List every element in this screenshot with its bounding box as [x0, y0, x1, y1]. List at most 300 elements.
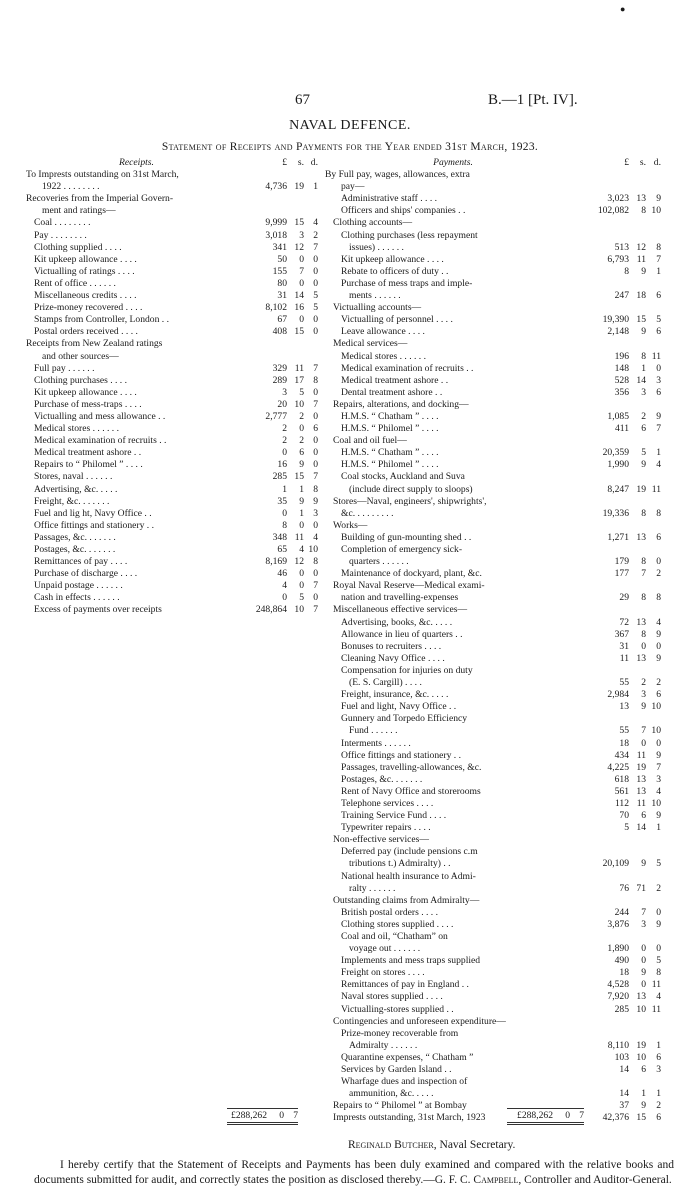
row-pounds: 18 — [619, 737, 629, 749]
ledger-row — [26, 580, 318, 592]
ledger-row — [325, 725, 661, 737]
row-shillings: 13 — [636, 785, 646, 797]
row-shillings: 9 — [641, 459, 646, 471]
row-pounds: 177 — [614, 568, 629, 580]
row-pence: 8 — [656, 507, 661, 519]
row-shillings: 0 — [641, 640, 646, 652]
ledger-row — [325, 1076, 661, 1088]
row-pence — [646, 520, 661, 532]
row-description: 1922 . . . . . . . . — [42, 181, 100, 193]
row-pounds — [581, 834, 629, 846]
row-pence: 0 — [313, 386, 318, 398]
row-shillings: 14 — [636, 822, 646, 834]
row-description: Prize-money recoverable from — [341, 1027, 459, 1039]
row-pence: 6 — [656, 1112, 661, 1124]
row-shillings: 0 — [299, 314, 304, 326]
row-pence — [646, 471, 661, 483]
row-shillings: 9 — [641, 967, 646, 979]
row-description: Stores—Naval, engineers', shipwrights', — [333, 495, 487, 507]
row-pounds: 2,984 — [607, 689, 629, 701]
row-pounds: 8,247 — [607, 483, 629, 495]
row-pence — [646, 846, 661, 858]
row-description: Outstanding claims from Admiralty— — [333, 894, 480, 906]
row-shillings — [629, 181, 646, 193]
row-pence: 0 — [313, 519, 318, 531]
row-pounds: 356 — [614, 386, 629, 398]
row-pounds: 1,271 — [607, 531, 629, 543]
row-description: Medical stores . . . . . . — [34, 423, 119, 435]
row-shillings: 1 — [299, 507, 304, 519]
row-description: Victualling of ratings . . . . — [34, 265, 135, 277]
ledger-row — [325, 254, 661, 266]
row-pounds: 67 — [277, 314, 287, 326]
ledger-row — [325, 266, 661, 278]
pounds-heading: £ — [282, 157, 287, 168]
row-description: Clothing stores supplied . . . . — [341, 918, 454, 930]
row-description: Typewriter repairs . . . . — [341, 822, 431, 834]
ledger-row — [325, 326, 661, 338]
ledger-row — [325, 762, 661, 774]
row-shillings — [629, 520, 646, 532]
pence-heading: d. — [653, 157, 661, 168]
total-shillings: 0 — [279, 1110, 284, 1121]
row-description: National health insurance to Admi- — [341, 870, 476, 882]
row-shillings: 1 — [641, 1088, 646, 1100]
row-pence: 0 — [656, 362, 661, 374]
row-shillings: 11 — [294, 362, 304, 374]
row-pence: 2 — [656, 677, 661, 689]
payments-column — [325, 157, 661, 1125]
row-pounds — [247, 338, 287, 350]
row-pence — [646, 496, 661, 508]
row-description: pay— — [341, 181, 365, 193]
ledger-row — [325, 471, 661, 483]
total-shillings: 0 — [565, 1110, 570, 1121]
row-pence — [646, 338, 661, 350]
row-pounds: 8,169 — [265, 556, 287, 568]
page-title: NAVAL DEFENCE. — [289, 118, 411, 133]
row-pounds — [247, 351, 287, 363]
row-pence: 1 — [656, 1088, 661, 1100]
ledger-row — [325, 750, 661, 762]
row-pounds: 20,359 — [602, 447, 629, 459]
row-pounds: 14 — [619, 1088, 629, 1100]
ledger-row — [26, 375, 318, 387]
row-description: Clothing accounts— — [333, 217, 413, 229]
ledger-row — [325, 955, 661, 967]
ledger-row — [26, 484, 318, 496]
row-pounds: 19,336 — [602, 507, 629, 519]
row-pence: 10 — [651, 797, 661, 809]
row-pence: 0 — [313, 568, 318, 580]
row-pounds: 285 — [614, 1003, 629, 1015]
row-pounds: 247 — [614, 290, 629, 302]
row-pence: 0 — [313, 253, 318, 265]
row-pounds — [581, 1076, 629, 1088]
row-description: Rent of office . . . . . . — [34, 277, 116, 289]
ledger-row — [325, 1088, 661, 1100]
row-pence: 5 — [313, 302, 318, 314]
row-pence: 8 — [313, 556, 318, 568]
row-shillings: 0 — [299, 568, 304, 580]
row-pence: 7 — [313, 471, 318, 483]
ledger-row — [325, 556, 661, 568]
row-shillings — [629, 278, 646, 290]
row-pounds: 72 — [619, 616, 629, 628]
row-pence — [646, 871, 661, 883]
row-description: British postal orders . . . . — [341, 906, 438, 918]
row-pence: 1 — [656, 265, 661, 277]
row-shillings: 18 — [636, 290, 646, 302]
row-shillings: 17 — [294, 374, 304, 386]
row-description: Dental treatment ashore . . — [341, 386, 443, 398]
row-pounds: 2 — [282, 423, 287, 435]
ledger-row — [26, 520, 318, 532]
row-pence: 7 — [313, 580, 318, 592]
ledger-row — [325, 520, 661, 532]
payments-total — [507, 1108, 584, 1125]
row-description: Services by Garden Island . . — [341, 1064, 452, 1076]
row-description: Medical treatment ashore . . — [341, 374, 449, 386]
row-pounds — [247, 205, 287, 217]
row-pounds: 408 — [272, 326, 287, 338]
row-shillings: 12 — [636, 241, 646, 253]
row-pence: 0 — [313, 265, 318, 277]
row-shillings: 2 — [641, 677, 646, 689]
row-pence: 5 — [313, 290, 318, 302]
row-shillings: 6 — [641, 423, 646, 435]
row-shillings: 6 — [641, 810, 646, 822]
row-shillings: 3 — [641, 918, 646, 930]
row-shillings — [629, 1016, 646, 1028]
row-pence: 8 — [656, 967, 661, 979]
row-pence: 0 — [313, 435, 318, 447]
row-description: Postal orders received . . . . — [34, 326, 138, 338]
ledger-row — [325, 846, 661, 858]
row-description: Gunnery and Torpedo Efficiency — [341, 713, 468, 725]
row-description: Fuel and light, Navy Office . . — [341, 701, 457, 713]
row-pence: 7 — [656, 761, 661, 773]
ledger-row — [325, 919, 661, 931]
row-shillings — [629, 713, 646, 725]
row-description: Naval stores supplied . . . . — [341, 991, 443, 1003]
page-number: 67 — [295, 92, 310, 108]
row-pence: 0 — [313, 314, 318, 326]
row-description: Recoveries from the Imperial Govern- — [26, 193, 174, 205]
row-pounds — [581, 1016, 629, 1028]
row-shillings: 9 — [299, 459, 304, 471]
row-pounds: 70 — [619, 810, 629, 822]
ledger-row — [325, 738, 661, 750]
row-pence — [646, 544, 661, 556]
row-shillings: 2 — [299, 410, 304, 422]
row-description: Full pay . . . . . . — [34, 362, 95, 374]
row-pence: 8 — [313, 374, 318, 386]
row-shillings: 8 — [641, 592, 646, 604]
row-shillings: 10 — [636, 1003, 646, 1015]
row-pounds: 1,890 — [607, 943, 629, 955]
secretary-title: , Naval Secretary. — [433, 1139, 516, 1151]
row-description: Clothing purchases . . . . — [34, 374, 127, 386]
row-description: Compensation for injuries on duty — [341, 664, 473, 676]
row-pounds: 0 — [282, 447, 287, 459]
row-description: Contingencies and unforeseen expenditure— — [333, 1015, 506, 1027]
row-shillings: 15 — [636, 1112, 646, 1124]
row-description: Freight on stores . . . . — [341, 967, 425, 979]
row-pounds: 248,864 — [255, 604, 287, 616]
ledger-row — [325, 798, 661, 810]
row-pence: 9 — [656, 652, 661, 664]
row-pence: 0 — [313, 277, 318, 289]
total-pounds: £288,262 — [231, 1110, 267, 1121]
row-shillings: 0 — [641, 955, 646, 967]
row-shillings: 3 — [299, 229, 304, 241]
row-pence: 0 — [656, 556, 661, 568]
row-pence: 8 — [656, 241, 661, 253]
row-pounds: 46 — [277, 568, 287, 580]
ledger-row — [325, 689, 661, 701]
row-pounds — [581, 399, 629, 411]
row-pence — [646, 278, 661, 290]
row-description: Fund . . . . . . — [349, 725, 398, 737]
ledger-row — [325, 302, 661, 314]
row-pence: 6 — [656, 1051, 661, 1063]
row-description: Quarantine expenses, “ Chatham ” — [341, 1051, 474, 1063]
row-pounds: 155 — [272, 265, 287, 277]
row-pounds: 3,876 — [607, 918, 629, 930]
row-pence: 8 — [313, 483, 318, 495]
row-pounds — [581, 217, 629, 229]
row-pounds: 42,376 — [602, 1112, 629, 1124]
payments-heading: Payments. — [433, 157, 473, 168]
row-pence: 10 — [651, 725, 661, 737]
row-description: Victualling-stores supplied . . — [341, 1003, 454, 1015]
row-pounds: 80 — [277, 277, 287, 289]
row-pence: 0 — [313, 459, 318, 471]
ledger-row — [325, 653, 661, 665]
ledger-row — [325, 1040, 661, 1052]
row-shillings: 8 — [641, 205, 646, 217]
row-shillings — [629, 931, 646, 943]
receipts-total — [227, 1108, 298, 1125]
ledger-row — [325, 242, 661, 254]
row-pence: 8 — [656, 592, 661, 604]
row-description: Works— — [333, 519, 368, 531]
row-pounds: 31 — [277, 290, 287, 302]
row-pence: 6 — [656, 386, 661, 398]
row-pence — [304, 338, 318, 350]
row-description: H.M.S. “ Chatham ” . . . . — [341, 447, 439, 459]
ledger-row — [26, 411, 318, 423]
row-description: voyage out . . . . . . — [349, 943, 421, 955]
row-description: Implements and mess traps supplied — [341, 955, 481, 967]
row-pence: 0 — [656, 906, 661, 918]
row-pounds: 14 — [619, 1064, 629, 1076]
row-shillings: 0 — [641, 737, 646, 749]
certificate-text: I hereby certify that the Statement of Receipts and Payments has been duly examined and compared with the relative books and documents submitted for audit, and correctly states the position as disclosed thereby.— — [34, 1159, 674, 1186]
row-description: Medical examination of recruits . . — [34, 435, 167, 447]
row-description: Coal and oil fuel— — [333, 435, 407, 447]
row-pence: 7 — [313, 604, 318, 616]
row-pounds — [581, 520, 629, 532]
row-pence — [646, 1016, 661, 1028]
row-description: Purchase of mess traps and imple- — [341, 277, 473, 289]
row-shillings: 16 — [294, 302, 304, 314]
row-description: Completion of emergency sick- — [341, 544, 463, 555]
row-pounds: 37 — [619, 1100, 629, 1112]
row-shillings — [629, 435, 646, 447]
row-description: Kit upkeep allowance . . . . — [341, 253, 444, 265]
ledger-row — [325, 858, 661, 870]
row-description: Stores, naval . . . . . . — [34, 471, 113, 483]
row-shillings: 13 — [636, 531, 646, 543]
row-description: Medical treatment ashore . . — [34, 447, 142, 459]
ledger-row — [325, 701, 661, 713]
row-shillings: 71 — [636, 882, 646, 894]
row-shillings: 8 — [641, 350, 646, 362]
row-shillings: 0 — [299, 253, 304, 265]
ledger-row — [325, 411, 661, 423]
ledger-row — [26, 254, 318, 266]
receipts-column — [26, 157, 318, 617]
row-shillings: 1 — [299, 483, 304, 495]
row-pence: 1 — [656, 1039, 661, 1051]
row-pence — [646, 834, 661, 846]
row-description: To Imprests outstanding on 31st March, — [26, 169, 179, 181]
ledger-row — [325, 230, 661, 242]
ledger-row — [26, 447, 318, 459]
row-pence: 4 — [313, 531, 318, 543]
ledger-row — [325, 508, 661, 520]
row-description: Medical examination of recruits . . — [341, 362, 474, 374]
row-pence: 1 — [313, 181, 318, 193]
row-description: Clothing supplied . . . . — [34, 241, 122, 253]
row-pounds: 148 — [614, 362, 629, 374]
ledger-row — [26, 290, 318, 302]
row-pence: 6 — [656, 531, 661, 543]
ledger-row — [26, 556, 318, 568]
row-pounds — [581, 230, 629, 242]
ledger-row — [325, 713, 661, 725]
row-shillings — [629, 471, 646, 483]
row-shillings: 6 — [299, 447, 304, 459]
row-pounds — [581, 169, 629, 181]
ledger-row — [325, 617, 661, 629]
row-description: Repairs, alterations, and docking— — [333, 398, 469, 410]
row-shillings: 5 — [299, 386, 304, 398]
row-shillings: 13 — [636, 193, 646, 205]
row-pence: 9 — [656, 628, 661, 640]
receipts-heading: Receipts. — [119, 157, 154, 168]
row-description: Freight, insurance, &c. . . . . — [341, 689, 449, 701]
row-pounds: 29 — [619, 592, 629, 604]
row-pence — [646, 399, 661, 411]
row-description: ment and ratings— — [42, 205, 116, 217]
row-pence — [646, 1076, 661, 1088]
ledger-row — [325, 967, 661, 979]
row-pounds: 20 — [277, 398, 287, 410]
row-description: Building of gun-mounting shed . . — [341, 531, 472, 543]
row-pence — [646, 895, 661, 907]
row-shillings: 11 — [294, 531, 304, 543]
ledger-row — [325, 314, 661, 326]
row-pounds: 11 — [619, 652, 629, 664]
row-pounds: 31 — [619, 640, 629, 652]
ledger-row — [26, 181, 318, 193]
total-pence: 7 — [293, 1110, 298, 1121]
row-shillings: 0 — [299, 423, 304, 435]
ledger-row — [325, 1016, 661, 1028]
ledger-row — [325, 193, 661, 205]
ledger-row — [325, 435, 661, 447]
ledger-row — [26, 169, 318, 181]
row-pounds: 9,999 — [265, 217, 287, 229]
row-pounds — [581, 931, 629, 943]
row-pounds: 285 — [272, 471, 287, 483]
row-pounds: 4,736 — [265, 181, 287, 193]
row-pence: 3 — [656, 374, 661, 386]
ledger-row — [325, 604, 661, 616]
row-shillings: 9 — [641, 1100, 646, 1112]
ledger-row — [26, 205, 318, 217]
page-mark: ● — [620, 4, 626, 14]
row-pence — [646, 604, 661, 616]
ledger-row — [325, 641, 661, 653]
row-description: Coal . . . . . . . . — [34, 217, 91, 229]
row-pence — [304, 193, 318, 205]
ledger-row — [325, 447, 661, 459]
row-pence: 0 — [656, 737, 661, 749]
row-pence — [646, 580, 661, 592]
row-pence: 9 — [656, 918, 661, 930]
ledger-row — [26, 242, 318, 254]
row-description: issues) . . . . . . — [349, 241, 404, 253]
row-pounds — [581, 544, 629, 556]
ledger-row — [26, 363, 318, 375]
payments-header — [325, 157, 661, 169]
row-description: Remittances of pay in England . . — [341, 979, 469, 991]
row-shillings: 19 — [636, 483, 646, 495]
row-pence — [304, 205, 318, 217]
row-description: Imprests outstanding, 31st March, 1923 — [333, 1112, 486, 1124]
row-pence: 11 — [651, 483, 661, 495]
ledger-row — [325, 544, 661, 556]
row-shillings: 9 — [641, 265, 646, 277]
ledger-row — [26, 193, 318, 205]
receipts-header — [26, 157, 318, 169]
row-description: H.M.S. “ Philomel ” . . . . — [341, 459, 439, 471]
ledger-row — [26, 592, 318, 604]
row-pence — [646, 230, 661, 242]
ledger-row — [26, 351, 318, 363]
ledger-row — [325, 677, 661, 689]
row-shillings: 10 — [294, 398, 304, 410]
row-pence: 0 — [313, 410, 318, 422]
row-description: Purchase of discharge . . . . — [34, 568, 138, 580]
row-shillings — [629, 580, 646, 592]
ledger-row — [325, 592, 661, 604]
row-shillings: 7 — [641, 725, 646, 737]
ledger-row — [26, 217, 318, 229]
row-shillings: 3 — [641, 386, 646, 398]
ledger-row — [325, 774, 661, 786]
row-pounds: 4,528 — [607, 979, 629, 991]
shillings-heading: s. — [639, 157, 646, 168]
row-shillings: 14 — [636, 374, 646, 386]
row-shillings — [287, 351, 304, 363]
row-description: Passages, &c. . . . . . . — [34, 531, 116, 543]
row-pence: 9 — [656, 749, 661, 761]
